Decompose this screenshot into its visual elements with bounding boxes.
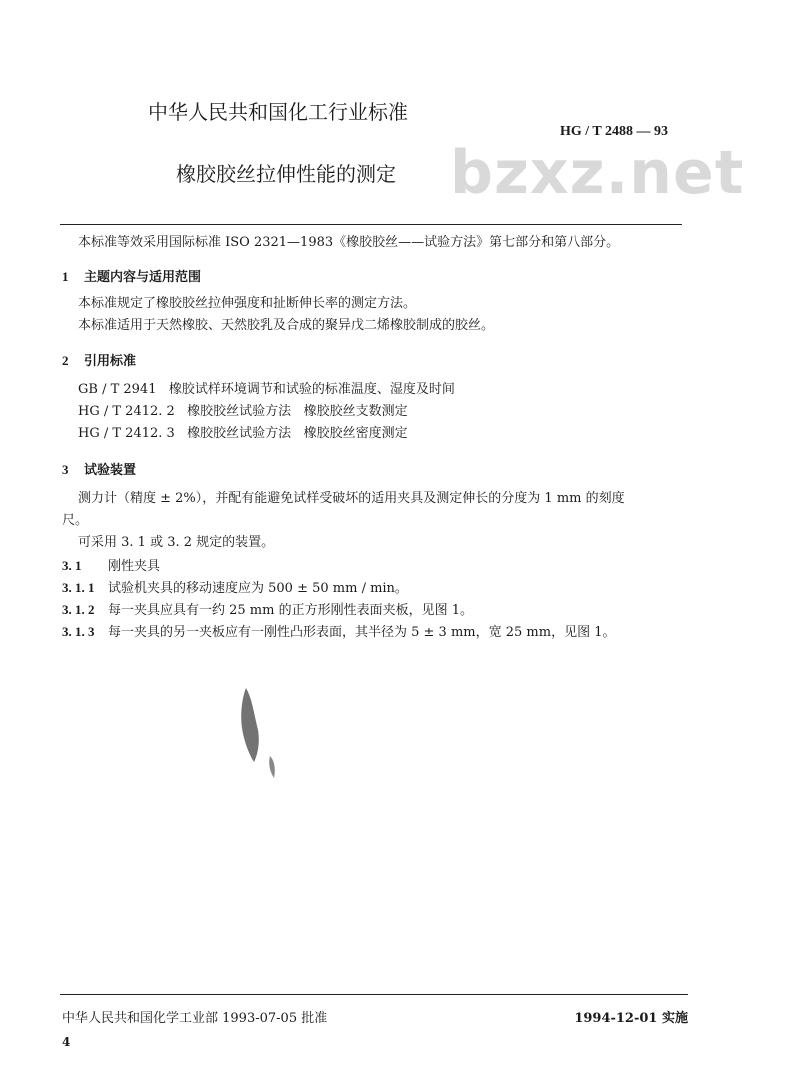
approval-note: 中华人民共和国化学工业部 1993-07-05 批准 [62, 1011, 328, 1026]
subsection-3-1-heading [62, 556, 160, 577]
section-1-heading [62, 266, 201, 285]
footer-rule [60, 994, 688, 995]
section-3-paragraph-2: 可采用 3. 1 或 3. 2 规定的装置。 [78, 535, 275, 550]
scan-smudge [232, 684, 288, 784]
clause-text: 每一夹具的另一夹板应有一刚性凸形表面，其半径为 5 ± 3 mm，宽 25 mm，见图 1。 [108, 625, 616, 640]
section-3-paragraph-1: 测力计（精度 ± 2%），并配有能避免试样受破坏的适用夹具及测定伸长的分度为 1 mm 的刻度 [78, 491, 625, 506]
reference-item: GB / T 2941 橡胶试样环境调节和试验的标准温度、湿度及时间 [78, 382, 455, 397]
standard-code: HG / T 2488 — 93 [559, 124, 668, 139]
clause-text: 试验机夹具的移动速度应为 500 ± 50 mm / min。 [108, 581, 408, 596]
section-title: 引用标准 [84, 354, 137, 369]
clause-item [62, 622, 615, 643]
page-number: 4 [62, 1035, 71, 1049]
subsection-title: 刚性夹具 [108, 559, 161, 574]
section-1-paragraph-2: 本标准适用于天然橡胶、天然胶乳及合成的聚异戊二烯橡胶制成的胶丝。 [78, 318, 495, 333]
watermark: bzxz.net [450, 138, 745, 208]
clause-text: 每一夹具应具有一约 25 mm 的正方形刚性表面夹板，见图 1。 [108, 603, 473, 618]
clause-number: 3. 1. 1 [62, 580, 95, 595]
section-number: 2 [62, 353, 69, 368]
effective-date: 1994-12-01 实施 [574, 1011, 688, 1026]
clause-number: 3. 1. 2 [62, 602, 95, 617]
section-number: 1 [62, 269, 69, 284]
section-title: 试验装置 [84, 463, 137, 478]
section-number: 3 [62, 462, 69, 477]
subsection-number: 3. 1 [62, 558, 82, 573]
section-2-heading [62, 350, 136, 369]
header-rule [60, 224, 682, 225]
reference-item: HG / T 2412. 2 橡胶胶丝试验方法 橡胶胶丝支数测定 [78, 404, 408, 419]
section-title: 主题内容与适用范围 [84, 270, 202, 285]
intro-paragraph: 本标准等效采用国际标准 ISO 2321—1983《橡胶胶丝——试验方法》第七部分和第八部分。 [78, 235, 620, 250]
section-3-heading [62, 459, 136, 478]
reference-item: HG / T 2412. 3 橡胶胶丝试验方法 橡胶胶丝密度测定 [78, 426, 408, 441]
section-1-paragraph-1: 本标准规定了橡胶胶丝拉伸强度和扯断伸长率的测定方法。 [78, 296, 417, 311]
document-title: 橡胶胶丝拉伸性能的测定 [176, 162, 396, 186]
section-3-paragraph-1-cont: 尺。 [62, 513, 89, 528]
clause-item [62, 578, 408, 599]
clause-number: 3. 1. 3 [62, 624, 95, 639]
clause-item [62, 600, 473, 621]
issuing-org-header: 中华人民共和国化工行业标准 [148, 100, 408, 124]
